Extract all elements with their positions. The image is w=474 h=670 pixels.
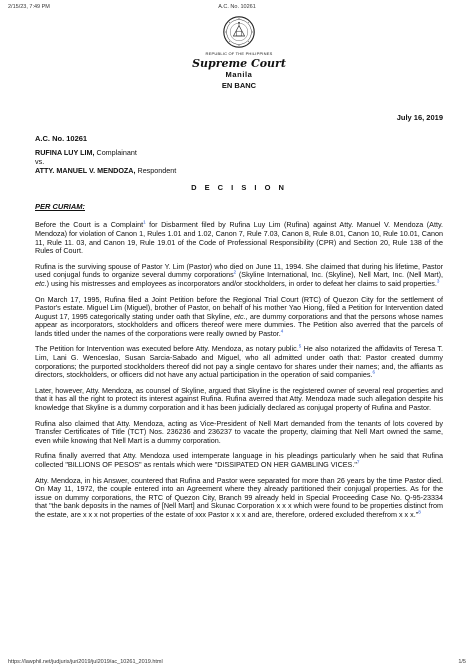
decision-date: July 16, 2019 — [396, 113, 443, 123]
footnote-link[interactable]: 7 — [356, 459, 360, 465]
paragraph-text: Rufina finally averred that Atty. Mendoza used intemperate language in his pleadings particularly when he said that Rufina collected "BILLIONS OF PESOS" as rentals which were "DISSIPATED ON HER GAMBLING VICES." — [35, 451, 443, 469]
page-counter: 1/5 — [458, 659, 466, 665]
paragraph-text: for Disbarment filed by Rufina Luy Lim (Rufina) against Atty. Manuel V. Mendoza (Atty. Mendoza) for violation of Canon 1, Rules 1.01 and 1.02, Canon 7, Rule 7.03, Canon 8, Rule 8.01, Canon 10, Rule 10.01, Canon 11, Rule 11. 03, and Canon 19, Rule 19.01 of the Code of Professional Responsibility (CPR) and Section 20, Rule 138 of the Rules of Court. — [35, 220, 443, 256]
complainant-role: Complainant — [94, 148, 137, 158]
paragraph-7 — [35, 452, 443, 469]
court-city: Manila — [225, 70, 253, 80]
respondent-name: ATTY. MANUEL V. MENDOZA, — [35, 165, 136, 175]
respondent-role: Respondent — [135, 165, 177, 175]
paragraph-5 — [35, 387, 443, 413]
footnote-link[interactable]: 1 — [143, 219, 146, 225]
paragraph-6 — [35, 420, 443, 446]
complainant-name: RUFINA LUY LIM, — [35, 148, 95, 158]
paragraph-text: Atty. Mendoza, in his Answer, countered that Rufina and Pastor were separated for more than 26 years by the time Pastor died. On May 11, 1972, the couple entered into an Agreement where they already partitioned their conjugal properties. As for the issue on dummy corporations, the RTC of Quezon City, Branch 99 already held in Special Proceeding Case No. Q-95-23334 that "the bank deposits in the names of [Nell Mart] and Skunac Corporation x x x which were found to be properties distinct from the estate, are x x x not properties of the estate of xxx Pastor x x x and are, therefore, ordered excluded therefrom x x x." — [35, 475, 443, 519]
paragraph-text-italic: etc. — [234, 311, 246, 321]
republic-label: REPUBLIC OF THE PHILIPPINES — [205, 50, 273, 56]
paragraph-text: Rufina is the surviving spouse of Pastor Y. Lim (Pastor) who died on June 11, 1994. She claimed that during his lifetime, Pastor used conjugal funds to organize several dummy corporations — [35, 261, 443, 280]
paragraph-2 — [35, 263, 443, 289]
source-url: https://lawphil.net/judjuris/juri2019/jul2019/ac_10261_2019.html — [8, 659, 163, 665]
footnote-link[interactable]: 4 — [280, 328, 284, 334]
footnote-link[interactable]: 5 — [298, 344, 302, 350]
footnote-link[interactable]: 2 — [233, 269, 237, 275]
paragraph-text: Later, however, Atty. Mendoza, as counsel of Skyline, argued that Skyline is the registered owner of several real properties and that it has all the right to protect its interest against Rufina. Rufina averred that Atty. Mendoza made such allegation despite his knowledge that Skyline is a dummy corporation and it has been judicially declared as conjugal property of Rufina and Pastor. — [35, 385, 443, 413]
paragraph-8 — [35, 477, 443, 520]
paragraph-text: He also notarized the affidavits of Teresa T. Lim, Lani G. Wenceslao, Susan Sarcia-Sabado and Miguel, who all admitted under oath that: Pastor created dummy corporations; the purported stockholders thereof did not pay a single centavo for shares under their names; and, the affiants as directors, stockholders, or officers did not have any actual participation in the operation of said companies. — [35, 344, 443, 380]
paragraph-text: Before the Court is a Complaint — [35, 220, 144, 230]
respondent-line — [35, 167, 443, 176]
footnote-link[interactable]: 6 — [372, 369, 375, 375]
paragraph-text: The Petition for Intervention was executed before Atty. Mendoza, as notary public. — [35, 344, 299, 354]
paragraph-text: ) using his mistresses and employees as incorporators and/or stockholders, in order to defeat her claims to said properties. — [46, 278, 437, 288]
document-page — [35, 14, 443, 656]
paragraph-text: (Skyline International, Inc. (Skyline), Nell Mart, Inc. (Nell Mart), — [236, 270, 443, 280]
complainant-line — [35, 149, 443, 158]
paragraph-text: , are dummy corporations and that the persons whose names appear as incorporators, stockholders and officers thereof were mere dummies. The Petition also averred that the parcels of lands titled under the names of the corporations were really owned by Pastor. — [35, 311, 443, 338]
paragraph-text: Rufina also claimed that Atty. Mendoza, acting as Vice-President of Nell Mart demanded from the tenants of lots covered by Transfer Certificates of Title (TCT) Nos. 236236 and 236237 to vacate the property, claiming that Nell Mart owned the same, even while knowing that Nell Mart is a dummy corporation. — [35, 418, 443, 445]
supreme-court-seal-icon — [223, 16, 255, 48]
per-curiam-heading: PER CURIAM: — [35, 201, 85, 211]
footnote-link[interactable]: 3 — [436, 278, 440, 284]
versus-label: vs. — [35, 156, 45, 166]
case-number: A.C. No. 10261 — [35, 133, 88, 143]
seal-container — [35, 16, 443, 51]
print-title: A.C. No. 10261 — [218, 4, 256, 10]
paragraph-text-italic: etc. — [35, 278, 47, 288]
print-header — [8, 4, 466, 10]
paragraph-text: On March 17, 1995, Rufina filed a Joint Petition before the Regional Trial Court (RTC) of Quezon City for the settlement of Pastor's estate. Miguel Lim (Miguel), brother of Pastor, on behalf of his mother Yao Hiong, filed a Petition for Intervention dated August 17, 1995 categorically stating under oath that Skyline, — [35, 294, 443, 321]
paragraph-3 — [35, 296, 443, 339]
court-name: Supreme Court — [192, 57, 286, 71]
footnote-link[interactable]: 8 — [418, 509, 421, 515]
decision-heading: D E C I S I O N — [191, 183, 287, 193]
paragraph-4 — [35, 345, 443, 379]
paragraph-1 — [35, 221, 443, 255]
print-footer — [8, 659, 466, 665]
print-timestamp: 2/15/23, 7:49 PM — [8, 4, 50, 10]
division-label: EN BANC — [221, 81, 257, 91]
